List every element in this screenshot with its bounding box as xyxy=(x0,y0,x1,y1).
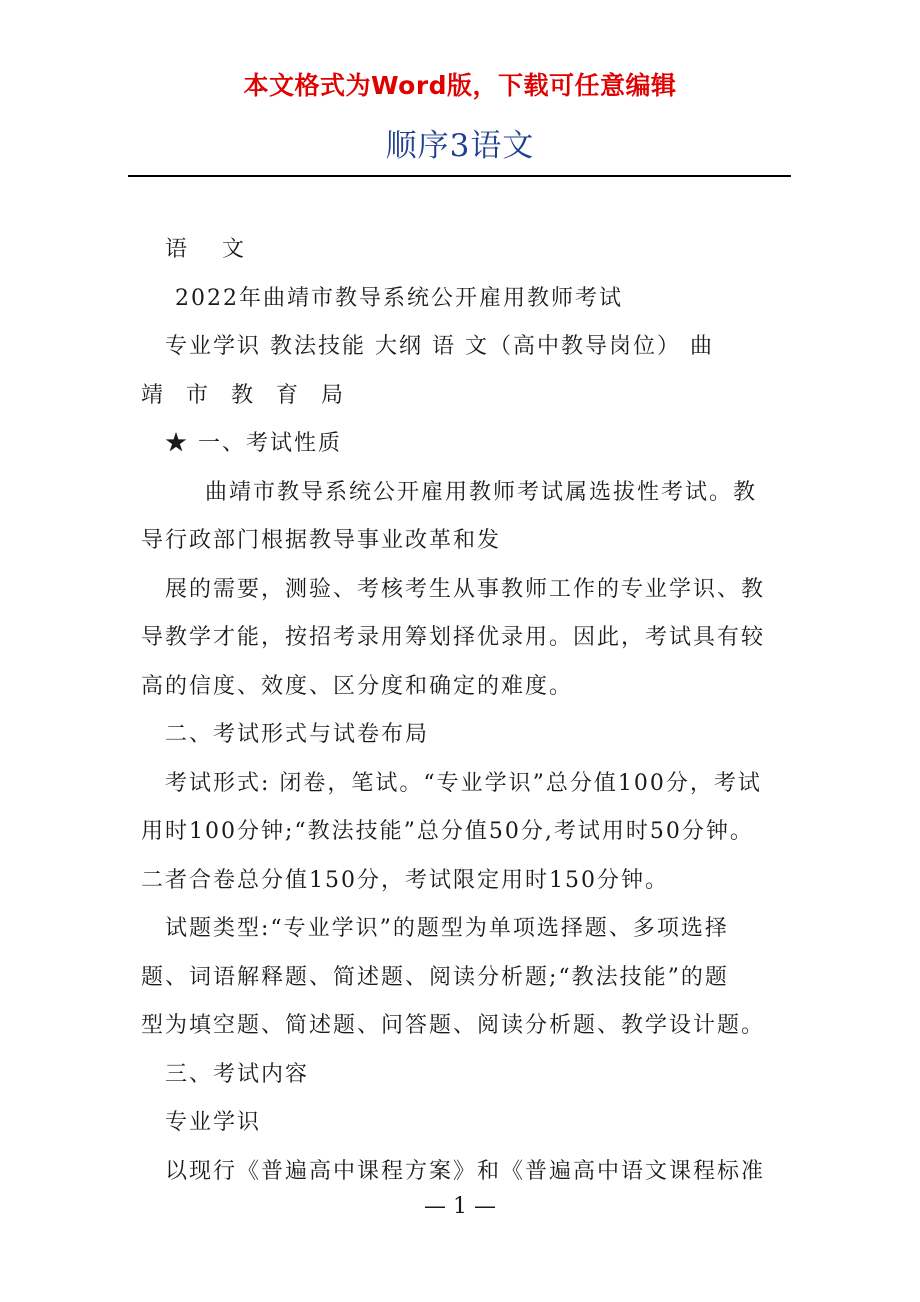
paragraph-line: 考试形式: 闭卷，笔试。“专业学识”总分值100分，考试 xyxy=(165,770,762,796)
document-body xyxy=(141,226,791,1196)
paragraph-line: 题、词语解释题、简述题、阅读分析题;“教法技能”的题 xyxy=(141,964,729,990)
title-divider xyxy=(128,175,791,177)
exam-title: 2022年曲靖市教导系统公开雇用教师考试 xyxy=(175,285,623,311)
subsection-heading: 专业学识 xyxy=(165,1110,262,1135)
paragraph-line: 展的需要，测验、考核考生从事教师工作的专业学识、教 xyxy=(165,576,766,602)
format-notice: 本文格式为Word版，下载可任意编辑 xyxy=(243,71,677,100)
section-heading-content: 三、考试内容 xyxy=(165,1061,310,1087)
paragraph-line: 试题类型:“专业学识”的题型为单项选择题、多项选择 xyxy=(165,916,729,941)
syllabus-title-line: 专业学识 教法技能 大纲 语 文（高中教导岗位） 曲 xyxy=(165,334,714,359)
paragraph-line: 型为填空题、简述题、问答题、阅读分析题、教学设计题。 xyxy=(141,1013,766,1038)
paragraph-line: 导行政部门根据教导事业改革和发 xyxy=(141,528,502,553)
section-heading-format: 二、考试形式与试卷布局 xyxy=(165,722,430,747)
subject-heading: 语 文 xyxy=(165,237,258,262)
paragraph-line: 曲靖市教导系统公开雇用教师考试属选拔性考试。教 xyxy=(205,479,758,505)
paragraph-line: 用时100分钟;“教法技能”总分值50分,考试用时50分钟。 xyxy=(141,819,754,844)
paragraph-line: 导教学才能，按招考录用筹划择优录用。因此，考试具有较 xyxy=(141,625,766,650)
page-number: — 1 — xyxy=(424,1194,496,1219)
section-heading-nature: ★ 一、考试性质 xyxy=(165,431,342,456)
issuer-line: 靖 市 教 育 局 xyxy=(141,382,351,408)
paragraph-line: 二者合卷总分值150分，考试限定用时150分钟。 xyxy=(141,867,669,893)
document-title: 顺序3语文 xyxy=(385,128,535,164)
paragraph-line: 以现行《普遍高中课程方案》和《普遍高中语文课程标准 xyxy=(165,1158,766,1184)
paragraph-line: 高的信度、效度、区分度和确定的难度。 xyxy=(141,673,574,699)
